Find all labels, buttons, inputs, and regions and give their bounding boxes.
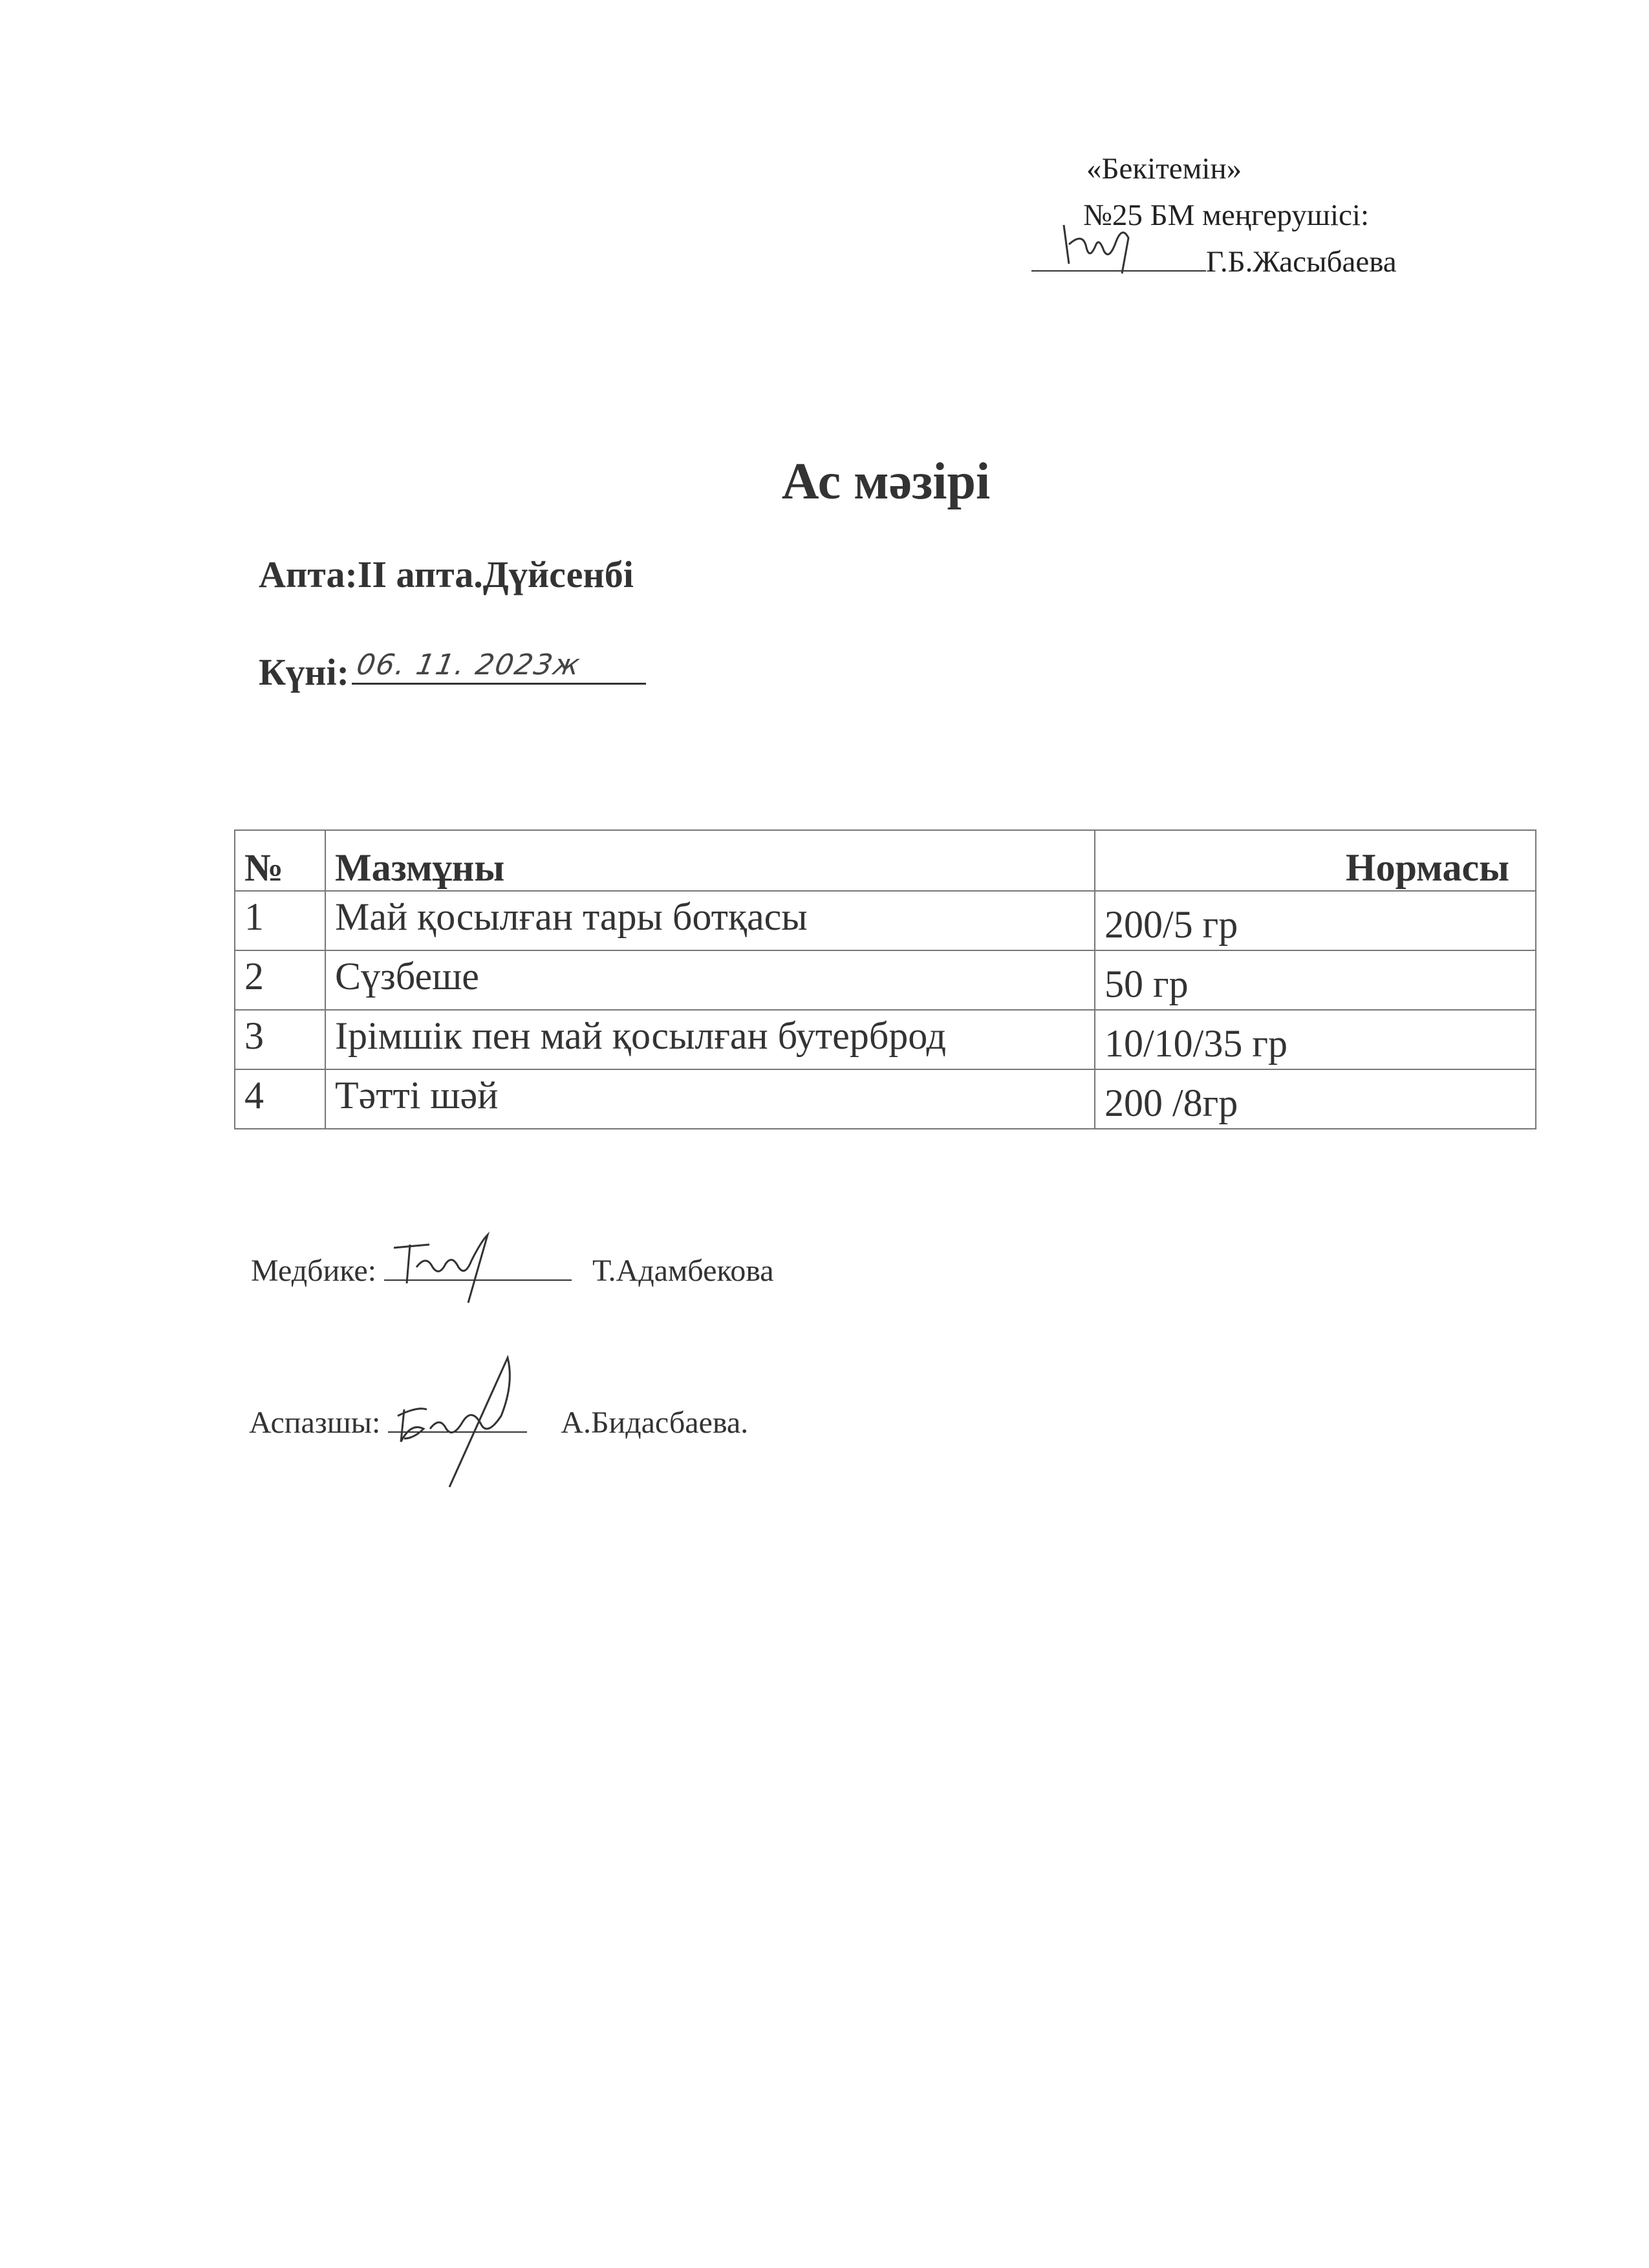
approval-block xyxy=(1031,145,1484,285)
row-content: Ірімшік пен май қосылған бутерброд xyxy=(325,1010,1095,1069)
nurse-signature-icon xyxy=(391,1222,520,1306)
cook-label: Аспазшы: xyxy=(249,1406,381,1440)
cook-name: А.Бидасбаева. xyxy=(561,1406,749,1440)
table-row xyxy=(235,891,1536,950)
menu-table xyxy=(234,829,1536,1129)
row-number: 3 xyxy=(235,1010,325,1069)
approval-heading: «Бекітемін» xyxy=(1086,152,1242,186)
row-norm: 200 /8гр xyxy=(1095,1069,1536,1129)
row-norm: 10/10/35 гр xyxy=(1095,1010,1536,1069)
date-value: 06. 11. 2023ж xyxy=(354,648,583,681)
table-row xyxy=(235,1069,1536,1129)
director-signature-icon xyxy=(1057,219,1167,277)
week-line: Апта:ІІ апта.Дүйсенбі xyxy=(259,553,634,595)
nurse-label: Медбике: xyxy=(251,1254,377,1288)
date-label: Күні: xyxy=(259,651,349,693)
header-number: № xyxy=(235,830,325,891)
cook-signature-icon xyxy=(391,1345,534,1493)
row-number: 2 xyxy=(235,950,325,1010)
page-title: Ас мәзірі xyxy=(781,453,991,510)
row-content: Май қосылған тары ботқасы xyxy=(325,891,1095,950)
cook-signature-line xyxy=(249,1403,748,1440)
nurse-signature xyxy=(384,1251,572,1281)
row-number: 4 xyxy=(235,1069,325,1129)
table-row xyxy=(235,1010,1536,1069)
approval-signature-line xyxy=(1031,239,1484,285)
director-signature xyxy=(1031,244,1206,272)
row-norm: 200/5 гр xyxy=(1095,891,1536,950)
table-row xyxy=(235,950,1536,1010)
date-field xyxy=(352,647,646,685)
header-content: Мазмұны xyxy=(325,830,1095,891)
row-norm: 50 гр xyxy=(1095,950,1536,1010)
row-content: Тәтті шәй xyxy=(325,1069,1095,1129)
header-norm: Нормасы xyxy=(1095,830,1536,891)
cook-signature xyxy=(388,1403,527,1433)
row-number: 1 xyxy=(235,891,325,950)
approval-position: №25 БМ меңгерушісі: xyxy=(1083,198,1370,232)
row-content: Сүзбеше xyxy=(325,950,1095,1010)
nurse-signature-line xyxy=(251,1251,774,1289)
date-line xyxy=(259,647,646,694)
nurse-name: Т.Адамбекова xyxy=(592,1254,774,1288)
director-name: Г.Б.Жасыбаева xyxy=(1206,245,1397,279)
table-header-row xyxy=(235,830,1536,891)
